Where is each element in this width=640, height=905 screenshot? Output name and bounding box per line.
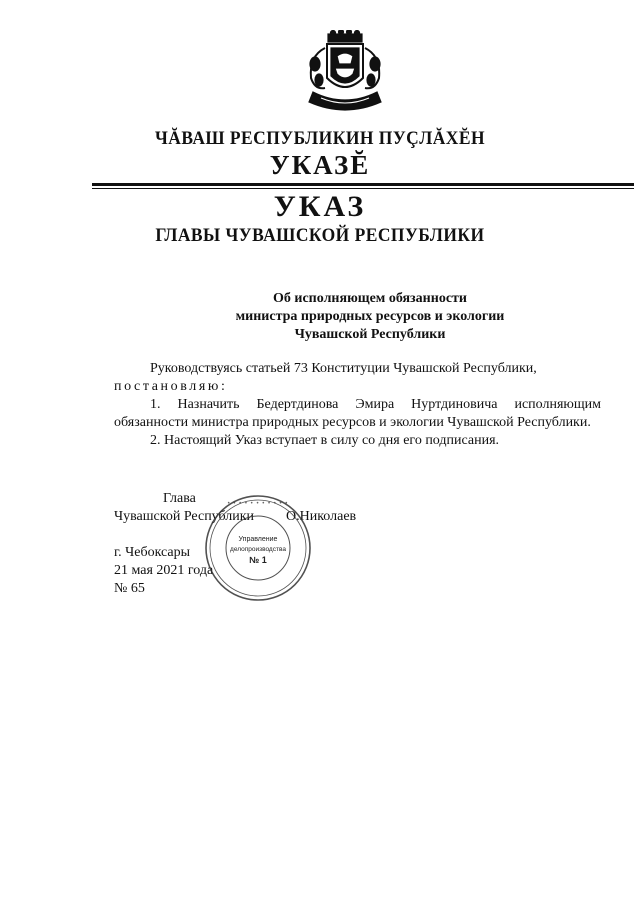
decree-body [114,360,601,450]
decree-item-1: 1. Назначить Бедертдинова Эмира Нуртдиновича исполняющим обязанности министра природных ресурсов и экологии Чувашской Республики. [114,397,601,430]
coat-of-arms-icon [295,30,395,120]
signature-title-line-1: Глава [163,491,196,506]
decree-title-line-2: министра природных ресурсов и экологии [235,309,505,324]
header-chuvash-line: ЧĂВАШ РЕСПУБЛИКИН ПУÇЛĂХĔН [154,128,486,149]
decree-item-2: 2. Настоящий Указ вступает в силу со дня его подписания. [150,433,500,448]
svg-text:• • • • • • • • • • •: • • • • • • • • • • • [227,501,289,507]
signature-title-line-2: Чувашской Республики [114,509,255,524]
signature-name: О.Николаев [286,509,357,524]
footer-date: 21 мая 2021 года [114,563,214,578]
official-stamp [203,493,313,603]
stamp-center-line-2: делопроизводства [230,546,286,553]
header-divider-thick [92,183,634,186]
footer-number: № 65 [114,581,145,596]
stamp-center-line-3: № 1 [249,555,267,565]
header-russian-subtitle: ГЛАВЫ ЧУВАШСКОЙ РЕСПУБЛИКИ [155,225,485,246]
stamp-center-line-1: Управление [238,536,278,543]
footer-city: г. Чебоксары [114,545,191,560]
header-divider-thin [92,188,634,189]
decree-word: постановляю: [114,379,228,394]
decree-preamble: Руководствуясь статьей 73 Конституции Чувашской Республики, [150,361,537,376]
decree-title-line-3: Чувашской Республики [294,327,446,342]
header-chuvash-title: УКАЗĔ [269,150,371,180]
decree-title-line-1: Об исполняющем обязанности [273,291,467,306]
decree-title [120,290,620,344]
header-russian-title: УКАЗ [273,190,367,223]
